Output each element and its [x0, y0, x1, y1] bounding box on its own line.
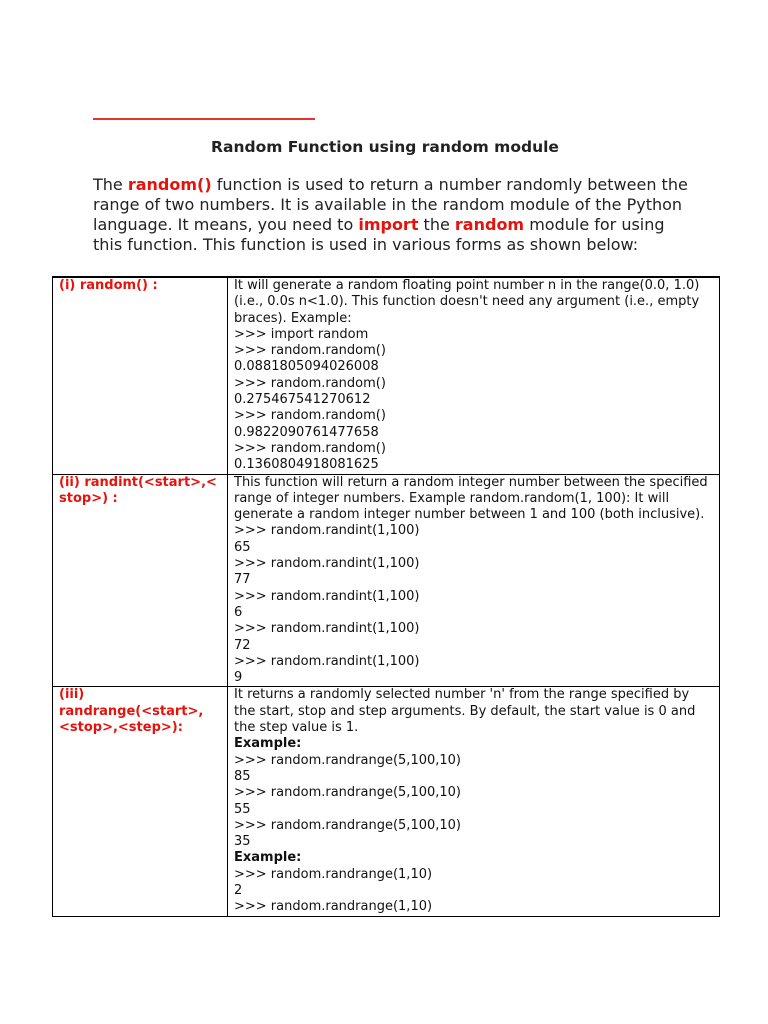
function-name: (i) random() :: [59, 278, 158, 293]
description-text: It returns a randomly selected number 'n' from the range specified by the start, stop and step arguments. By default, the start value is 0 and the step value is 1.: [234, 687, 700, 736]
code-line: >>> random.randint(1,100): [234, 588, 420, 604]
code-line: >>> random.randrange(5,100,10): [234, 785, 461, 801]
code-line: >>> random.random(): [234, 408, 386, 424]
output-line: 85: [234, 768, 251, 784]
keyword-random-func: random(): [127, 175, 212, 194]
example-label: Example:: [234, 850, 302, 866]
function-name-cell: [53, 687, 228, 916]
output-line: 0.1360804918081625: [234, 457, 379, 473]
function-description-cell: [228, 277, 720, 474]
code-line: >>> random.random(): [234, 440, 386, 456]
output-line: 35: [234, 834, 251, 850]
code-line: >>> random.randrange(5,100,10): [234, 817, 461, 833]
functions-table: [52, 276, 720, 917]
code-line: >>> random.random(): [234, 343, 386, 359]
code-line: >>> random.randint(1,100): [234, 621, 420, 637]
function-description-cell: [228, 687, 720, 916]
output-line: 0.0881805094026008: [234, 359, 379, 375]
code-line: >>> import random: [234, 326, 369, 342]
table-row: [53, 277, 720, 474]
output-line: 72: [234, 637, 251, 653]
intro-text: the: [418, 215, 455, 234]
code-line: >>> random.randrange(5,100,10): [234, 752, 461, 768]
intro-text: The: [93, 175, 128, 194]
function-name: (iii) randrange(<start>, <stop>,<step>):: [59, 687, 208, 736]
page-title: Random Function using random module: [211, 138, 559, 156]
description-text: This function will return a random integer number between the specified range of integer numbers. Example random.random(1, 100): It will generate a random integer number between 1 and 100 (both inclusive).: [234, 474, 712, 523]
function-name-cell: [53, 277, 228, 474]
output-line: 2: [234, 882, 243, 898]
output-line: 0.9822090761477658: [234, 424, 379, 440]
function-name: (ii) randint(<start>,<stop>) :: [59, 474, 217, 506]
code-line: >>> random.random(): [234, 375, 386, 391]
intro-text: function is used to return a number randomly between the range of two numbers. It is available in the random module of the Python language. It means, you need to: [93, 175, 688, 234]
keyword-import: import: [358, 215, 419, 234]
example-label: Example:: [234, 736, 302, 752]
function-name-cell: [53, 474, 228, 687]
table-row: [53, 687, 720, 916]
keyword-random-module: random: [454, 215, 525, 234]
code-line: >>> random.randint(1,100): [234, 556, 420, 572]
intro-paragraph: [93, 175, 693, 255]
code-line: >>> random.randint(1,100): [234, 653, 420, 669]
description-text: It will generate a random floating point number n in the range(0.0, 1.0) (i.e., 0.0s n<1.0). This function doesn't need any argument (i.e., empty braces). Example:: [234, 278, 704, 326]
table-row: [53, 474, 720, 687]
decorative-red-rule: [93, 118, 315, 120]
output-line: 77: [234, 572, 251, 588]
output-line: 55: [234, 801, 251, 817]
output-line: 0.275467541270612: [234, 392, 371, 408]
output-line: 65: [234, 539, 251, 555]
code-line: >>> random.randrange(1,10): [234, 866, 433, 882]
intro-text: module for using this function. This function is used in various forms as shown below:: [93, 215, 665, 254]
code-line: >>> random.randint(1,100): [234, 523, 420, 539]
output-line: 6: [234, 604, 243, 620]
output-line: 9: [234, 670, 243, 686]
function-description-cell: [228, 474, 720, 687]
code-line: >>> random.randrange(1,10): [234, 899, 433, 915]
